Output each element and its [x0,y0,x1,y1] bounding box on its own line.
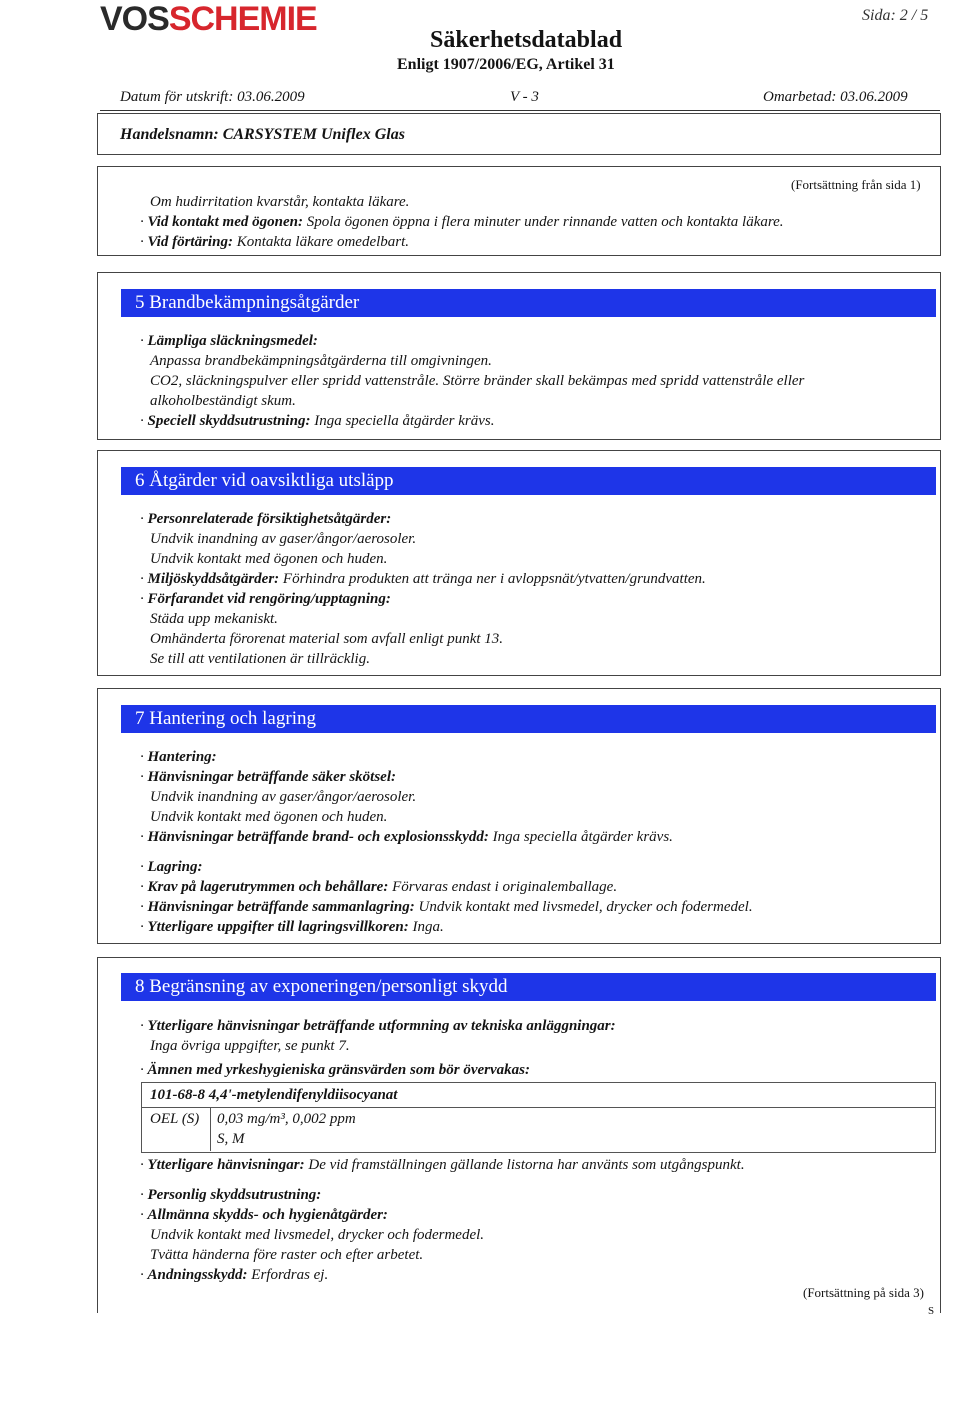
storage: · Lagring: [140,859,203,875]
extinguishing-line-1: Anpassa brandbekämpningsåtgärderna till omgivningen. [150,353,492,369]
first-aid-skin: Om hudirritation kvarstår, kontakta läkare. [150,194,410,210]
oel-note: S, M [217,1131,245,1147]
exposure-limits: · Ämnen med yrkeshygieniska gränsvärden som bör övervakas: [140,1062,530,1078]
environmental-precautions: · Miljöskyddsåtgärder: Förhindra produkten att tränga ner i avloppsnät/ytvatten/grundvatten. [140,571,706,587]
storage-requirements-text: Förvaras endast i originalemballage. [392,879,618,895]
trade-name: Handelsnamn: CARSYSTEM Uniflex Glas [120,126,405,143]
personal-precautions-1: Undvik inandning av gaser/ångor/aerosoler. [150,531,417,547]
hygiene-2: Tvätta händerna före raster och efter arbetet. [150,1247,424,1263]
section-7-title: 7 Hantering och lagring [121,705,936,733]
first-aid-eyes-label: Vid kontakt med ögonen: [147,214,303,230]
safe-handling-label: Hänvisningar beträffande säker skötsel: [147,769,396,785]
page-number: Sida: 2 / 5 [862,7,929,24]
substance-name: 101-68-8 4,4'-metylendifenyldiisocyanat [150,1087,398,1103]
continued-to: (Fortsättning på sida 3) [803,1285,924,1300]
revised-date: Omarbetad: 03.06.2009 [763,89,908,105]
oel-value: 0,03 mg/m³, 0,002 ppm [217,1111,356,1127]
vosschemie-logo [100,0,317,38]
section-8-title: 8 Begränsning av exponeringen/personligt skydd [121,973,936,1001]
fire-explosion-protection-text: Inga speciella åtgärder krävs. [492,829,673,845]
version: V - 3 [510,89,539,105]
hygiene-1: Undvik kontakt med livsmedel, drycker och fodermedel. [150,1227,485,1243]
extinguishing-media: · Lämpliga släckningsmedel: [140,333,318,349]
special-protective-equipment-label: Speciell skyddsutrustning: [147,413,311,429]
print-date: Datum för utskrift: 03.06.2009 [120,89,305,105]
environmental-precautions-label: Miljöskyddsåtgärder: [147,571,280,587]
joint-storage-label: Hänvisningar beträffande sammanlagring: [147,899,415,915]
additional-info-text: De vid framställningen gällande listorna har använts som utgångspunkt. [308,1157,745,1173]
technical-facilities-label: Ytterligare hänvisningar beträffande utformning av tekniska anläggningar: [147,1018,616,1034]
extinguishing-media-label: Lämpliga släckningsmedel: [147,333,318,349]
personal-precautions-2: Undvik kontakt med ögonen och huden. [150,551,388,567]
first-aid-ingestion-label: Vid förtäring: [147,234,233,250]
storage-conditions-text: Inga. [412,919,444,935]
first-aid-eyes-text: Spola ögonen öppna i flera minuter under rinnande vatten och kontakta läkare. [306,214,784,230]
oel-divider [210,1107,211,1151]
extinguishing-line-3: alkoholbeständigt skum. [150,393,296,409]
environmental-precautions-text: Förhindra produkten att tränga ner i avloppsnät/ytvatten/grundvatten. [282,571,706,587]
oel-row [141,1107,936,1153]
respiratory-protection-label: Andningsskydd: [147,1267,248,1283]
logo-vos-text: VOS [100,0,169,38]
cleanup-3: Se till att ventilationen är tillräcklig. [150,651,370,667]
cleanup-2: Omhänderta förorenat material som avfall enligt punkt 13. [150,631,504,647]
first-aid-eyes: · Vid kontakt med ögonen: Spola ögonen öppna i flera minuter under rinnande vatten och kontakta läkare. [140,214,784,230]
joint-storage-text: Undvik kontakt med livsmedel, drycker och fodermedel. [418,899,753,915]
safe-handling: · Hänvisningar beträffande säker skötsel: [140,769,396,785]
handling-label: Hantering: [147,749,217,765]
oel-label: OEL (S) [150,1111,200,1127]
personal-protective-equipment-label: Personlig skyddsutrustning: [147,1187,322,1203]
storage-conditions: · Ytterligare uppgifter till lagringsvillkoren: Inga. [140,919,444,935]
respiratory-protection: · Andningsskydd: Erfordras ej. [140,1267,329,1283]
hygiene-measures-label: Allmänna skydds- och hygienåtgärder: [147,1207,388,1223]
special-protective-equipment: · Speciell skyddsutrustning: Inga speciella åtgärder krävs. [140,413,495,429]
storage-label: Lagring: [147,859,203,875]
exposure-limits-label: Ämnen med yrkeshygieniska gränsvärden som bör övervakas: [147,1062,530,1078]
technical-facilities-text: Inga övriga uppgifter, se punkt 7. [150,1038,350,1054]
cleanup-1: Städa upp mekaniskt. [150,611,278,627]
cleanup-methods: · Förfarandet vid rengöring/upptagning: [140,591,391,607]
storage-requirements-label: Krav på lagerutrymmen och behållare: [147,879,389,895]
personal-precautions: · Personrelaterade försiktighetsåtgärder: [140,511,392,527]
first-aid-ingestion: · Vid förtäring: Kontakta läkare omedelbart. [140,234,410,250]
special-protective-equipment-text: Inga speciella åtgärder krävs. [314,413,495,429]
personal-precautions-label: Personrelaterade försiktighetsåtgärder: [147,511,392,527]
first-aid-ingestion-text: Kontakta läkare omedelbart. [236,234,410,250]
storage-conditions-label: Ytterligare uppgifter till lagringsvillkoren: [147,919,409,935]
footer-mark: S [928,1305,935,1317]
document-title: Säkerhetsdatablad [430,27,623,53]
section-5-title: 5 Brandbekämpningsåtgärder [121,289,936,317]
additional-info: · Ytterligare hänvisningar: De vid framställningen gällande listorna har använts som utgångspunkt. [140,1157,745,1173]
substance-row [141,1082,936,1108]
continued-from: (Fortsättning från sida 1) [791,177,921,192]
trade-name-box [97,113,941,155]
extinguishing-line-2: CO2, släckningspulver eller spridd vattenstråle. Större bränder skall bekämpas med spridd vattenstråle eller [150,373,805,389]
section-6-title: 6 Åtgärder vid oavsiktliga utsläpp [121,467,936,495]
respiratory-protection-text: Erfordras ej. [251,1267,329,1283]
cleanup-methods-label: Förfarandet vid rengöring/upptagning: [147,591,391,607]
fire-explosion-protection-label: Hänvisningar beträffande brand- och explosionsskydd: [147,829,489,845]
additional-info-label: Ytterligare hänvisningar: [147,1157,305,1173]
safe-handling-1: Undvik inandning av gaser/ångor/aerosoler. [150,789,417,805]
technical-facilities: · Ytterligare hänvisningar beträffande utformning av tekniska anläggningar: [140,1018,616,1034]
hygiene-measures: · Allmänna skydds- och hygienåtgärder: [140,1207,388,1223]
document-subtitle: Enligt 1907/2006/EG, Artikel 31 [397,56,615,73]
safe-handling-2: Undvik kontakt med ögonen och huden. [150,809,388,825]
logo-chemie-text: SCHEMIE [168,0,317,38]
fire-explosion-protection: · Hänvisningar beträffande brand- och explosionsskydd: Inga speciella åtgärder krävs. [140,829,673,845]
joint-storage: · Hänvisningar beträffande sammanlagring: Undvik kontakt med livsmedel, drycker och fodermedel. [140,899,753,915]
handling: · Hantering: [140,749,217,765]
personal-protective-equipment: · Personlig skyddsutrustning: [140,1187,322,1203]
storage-requirements: · Krav på lagerutrymmen och behållare: Förvaras endast i originalemballage. [140,879,618,895]
header-divider [100,110,940,111]
